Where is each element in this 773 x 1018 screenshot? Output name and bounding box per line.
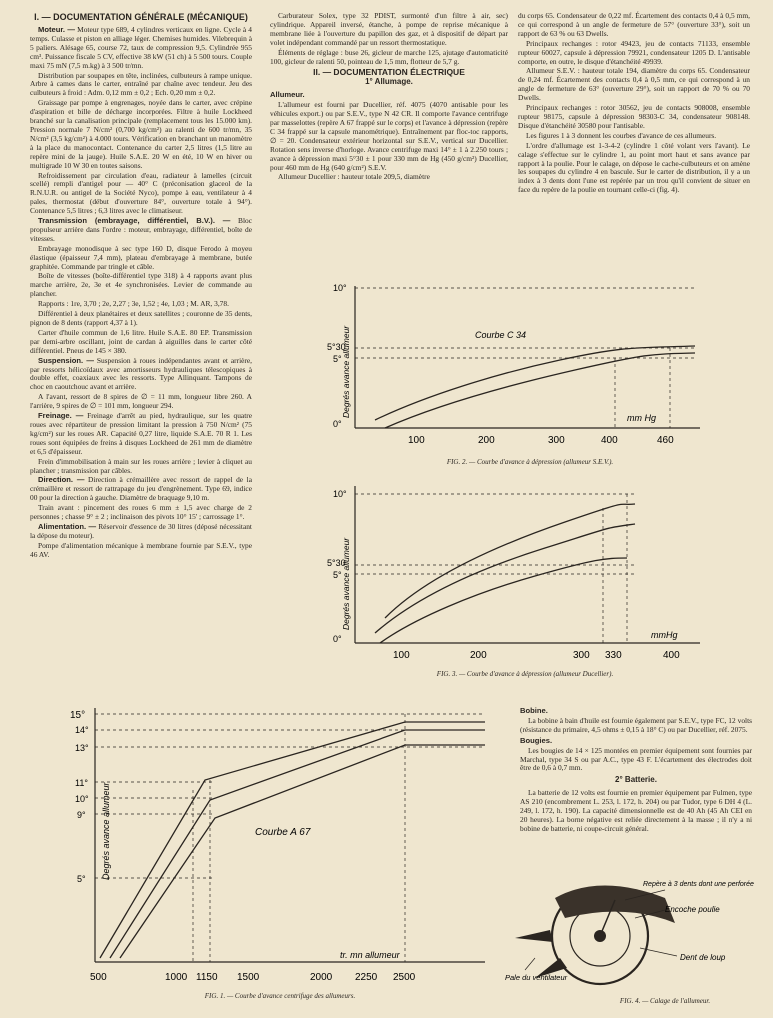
frein-immobilisation-text: Frein d'immobilisation à main sur les roues arrière ; levier à cliquet au plancher ; transmission par câbles. [30, 456, 252, 475]
moteur-label: Moteur. — [38, 25, 75, 34]
carter-text: Carter d'huile commun de 1,6 litre. Huile S.A.E. 80 EP. Transmission par demi-arbre oscillant, joint de cardan à aiguilles dans le carter côté différentiel. Pneus de 145 × 380. [30, 327, 252, 355]
fig2-xtick-200: 200 [478, 435, 495, 446]
figure-2-chart [305, 278, 710, 458]
pompe-text: Pompe d'alimentation mécanique à membrane fournie par S.E.V., type 46 AV. [30, 540, 252, 559]
batterie-text: La batterie de 12 volts est fournie en premier équipement par Fulmen, type AS 210 (encombrement L. 253, l. 172, h. 204) ou par Tudor, type 6 DH 4 (L. 249, l. 172, h. 190). La capacité dimensionnelle est de 40 Ah (45 Ah CEI en 20 heures). La borne négative est reliée directement à la masse ; il n'y a ni bobine de batterie, ni coupe-circuit général. [520, 788, 752, 833]
fig2-ytick-530: 5°30 [327, 342, 346, 352]
fig1-caption: FIG. 1. — Courbe d'avance centrifuge des allumeurs. [204, 992, 356, 1000]
fig1-curve-min [120, 745, 485, 958]
boite-text: Boîte de vitesses (boîte-différentiel type 318) à 4 rapports avant plus marche arrière, 2e, 3e et 4e synchronisées. Levier de commande au plancher. [30, 271, 252, 299]
col3-p2: Principaux rechanges : rotor 49423, jeu de contacts 71133, ensemble rupteur 60027, capsule à dépression 79921, condensateur 1205 D. L'antisable comporte, en outre, le disque d'étanchéité 49939. [518, 38, 750, 66]
rapports-text: Rapports : 1re, 3,70 ; 2e, 2,27 ; 3e, 1,52 ; 4e, 1,03 ; M. AR, 3,78. [38, 299, 229, 309]
transmission-text: Bloc propulseur arrière dans l'ordre : moteur, embrayage, différentiel, boîte de vitesses. [30, 216, 252, 243]
bougies-label: Bougies. [520, 735, 553, 745]
figure-4-diagram [505, 878, 755, 996]
fig1-ytick-10: 10° [75, 794, 89, 804]
fig3-curve-lower [380, 558, 627, 643]
transmission-label: Transmission (embrayage, différentiel, B.V.). — [38, 216, 231, 226]
fig1-curve-max [100, 722, 485, 958]
allumeur-label: Allumeur. [270, 90, 305, 100]
fig3-ytick-0: 0° [333, 634, 342, 644]
fig1-xtick-2500: 2500 [393, 972, 416, 983]
carburateur-text: Carburateur Solex, type 32 PDIST, surmonté d'un filtre à air, sec) cylindrique. Appareil inversé, étanche, à pompe de reprise mécanique à membrane liée à l'ouverture du papillon des gaz, et à dispositif de départ par volet indépendant commandé par un ressort thermostatique. [270, 11, 508, 47]
section-title-electrique: II. — DOCUMENTATION ÉLECTRIQUE [313, 67, 465, 78]
fig4-label-pale: Pale du ventilateur [505, 973, 568, 982]
figure-1-chart [65, 700, 510, 990]
allumage-title: 1° Allumage. [365, 77, 413, 87]
freinage-label: Freinage. — [38, 411, 84, 421]
fig1-ytick-14: 14° [75, 725, 89, 735]
col3-p1: du corps 65. Condensateur de 0,22 mf. Écartement des contacts 0,4 à 0,5 mm, ce qui correspond à un angle de fermeture de 57° (ouverture 33°), soit un rapport de 63 % ou 63 Dwells. [518, 11, 750, 38]
ressorts-text: A l'avant, ressort de 8 spires de ∅ = 11 mm, longueur libre 260. A l'arrière, 9 spires de ∅ = 101 mm, longueur 294. [30, 392, 252, 411]
fig3-ytick-5: 5° [333, 570, 342, 580]
graissage-text: Graissage par pompe à engrenages, noyée dans le carter, avec crépine d'aspiration et bille de décharge incorporées. Filtre à huile Lockheed branché sur la canalisation principale (remplacement tous les 15.000 km). Pression normale 7 N/cm² (0,700 kg/cm²) au ralenti de 600 tr/mn, 35 N/cm² (3,5 kg/cm²) à 4.000 tours. Vérification en branchant un manomètre à la place du manocontact. Contenance du carter 2,5 litres (1,5 litre au repère mini de la jauge). Huile S.A.E. 20 W en été, 10 W en hiver ou multigrade 10 W 30 en toutes saisons. [30, 98, 252, 170]
fig2-unit: mm Hg [627, 413, 656, 423]
fig3-xtick-200: 200 [470, 650, 487, 661]
fig2-caption: FIG. 2. — Courbe d'avance à dépression (allumeur S.E.V.). [446, 458, 614, 466]
fig4-caption: FIG. 4. — Calage de l'allumeur. [619, 997, 711, 1005]
column-bottom-right [520, 705, 752, 835]
col3-p3: Allumeur S.E.V. : hauteur totale 194, diamètre du corps 65. Condensateur de 0,24 mf. Écartement des contacts 0,4 à 0,5 mm, ce qui correspond à un angle de fermeture de 63° (ouverture 29°), soit un rapport de 70 % ou 70 Dwells. [518, 66, 750, 103]
fig3-curve-top [385, 504, 635, 618]
allumeur-text: L'allumeur est fourni par Ducellier, réf. 4075 (4070 antisable pour les véhicules export.) ou par S.E.V., type N 42 CR. Il comporte l'avance centrifuge par masselottes (repère A 67 frappé sur le corps) et l'avance à dépression (repère C 34 frappé sur la capsule manométrique). Entraînement par floc-toc rapports, ∅ = 20. Condensateur extérieur horizontal sur S.E.V., vertical sur Ducellier. Rotation sens inverse d'horloge. Avance centrifuge maxi 14° ± 1 à 2.250 tours ; avance à dépression maxi 5°30 ± 1 pour 330 mm de Hg (450 g/cm²) Ducellier, pour 460 mm de Hg (640 g/cm²) S.E.V. [270, 100, 508, 172]
col3-p4: Principaux rechanges : rotor 30562, jeu de contacts 908008, ensemble rupteur 98175, capsule à dépression 98303-C 34, condensateur 908148. Disque d'étanchéité 30580 pour l'antisable. [518, 103, 750, 130]
fig4-label-repere: Repère à 3 dents dont une perforée [643, 881, 754, 888]
fig3-ytick-530: 5°30 [327, 558, 346, 568]
direction-label: Direction. — [38, 475, 85, 485]
refroidissement-text: Refroidissement par circulation d'eau, radiateur à lamelles (circuit scellé) rempli d'antigel pour — 40° C (préconisation glaceol de la R.N.U.R. ou antigel de la Société Nyco), pompe à eau, ventilateur à 4 pales, thermostat (début d'ouverture 84°, ouverture totale à 94°). Contenance 5,5 litres ; 6,3 litres avec le climatiseur. [30, 170, 252, 216]
bobine-label: Bobine. [520, 706, 548, 715]
fig2-curve-label: Courbe C 34 [475, 330, 527, 340]
fig1-xtick-1500: 1500 [237, 972, 260, 983]
col3-p5: Les figures 1 à 3 donnent les courbes d'avance de ces allumeurs. [526, 130, 717, 140]
fig2-ylabel: Degrés avance allumeur [341, 325, 351, 418]
suspension-text: Suspension à roues indépendantes avant et arrière, par ressorts hélicoïdaux avec amortisseurs hydrauliques télescopiques à double effet, coaxiaux avec les ressorts. Type Allinquant. Tampons de choc en caoutchouc avant et arrière. [30, 355, 252, 392]
fig2-ytick-10: 10° [333, 283, 347, 293]
fig3-curve-upper [375, 524, 635, 633]
fig1-xtick-2250: 2250 [355, 972, 378, 983]
col3-p6: L'ordre d'allumage est 1-3-4-2 (cylindre 1 côté volant vers l'avant). Le calage s'effectue sur le cylindre 1, au point mort haut et sans avance par rapport à la poulie. Pour le calage, on dépose le cache-culbuteurs et on amène les soupapes du cylindre 4 en bascule. Sur le carter de distribution, il y a un index à 3 dents dont l'une est repérée par un trou qu'il convient de situer en face du repère de la poulie en tournant celle-ci (fig. 4). [518, 140, 750, 195]
alimentation-text: Réservoir d'essence de 30 litres (déposé nécessitant la dépose du moteur). [30, 521, 252, 540]
freinage-text: Freinage d'arrêt au pied, hydraulique, sur les quatre roues avec répartiteur de pression limitant la pression à 750 N/cm² (75 kg/cm²) sur les roues AR. Capacité 0,27 litre, liquide S.A.E. 70 R 1. Les roues sont équipées de freins à disques Lockheed de 261 mm de diamètre et 6,5 d'épaisseur. [30, 411, 252, 456]
fig4-fan-blade-1 [515, 930, 553, 942]
moteur-text: Moteur type 689, 4 cylindres verticaux en ligne. Cycle à 4 temps. Culasse et piston en alliage léger. Chemises humides. Vilebrequin à 5 paliers. Alésage 65, course 72, taux de compression 9,5. Cylindrée 955 cm³. Puissance fiscale 5 CV, effective 38 kW (51 ch) à 5 500 tours. Couple maxi 75 mN (7,5 m.kg) à 3 500 tr/mn. [30, 25, 252, 70]
figure-3-chart [305, 478, 710, 668]
alimentation-label: Alimentation. — [38, 521, 97, 531]
column-3 [518, 12, 750, 196]
fig3-unit: mmHg [651, 630, 678, 640]
fig3-xtick-300: 300 [573, 650, 590, 661]
fig3-ytick-10: 10° [333, 489, 347, 499]
fig1-ytick-13: 13° [75, 743, 89, 753]
fig4-label-encoche: Encoche poulie [665, 905, 720, 914]
fig2-ytick-0: 0° [333, 419, 342, 429]
fig1-xtick-2000: 2000 [310, 972, 333, 983]
fig2-ytick-5: 5° [333, 354, 342, 364]
fig1-xtick-1000: 1000 [165, 972, 188, 983]
direction-text: Direction à crémaillère avec ressort de rappel de la crémaillère et ressort de rattrapage du jeu d'engrènement. Type 69, indice 00 pour la direction à gauche. Diamètre de braquage 9,10 m. [30, 475, 252, 503]
fig2-curve-upper [375, 346, 695, 420]
fig4-leader-pale [525, 958, 535, 970]
fig1-ytick-11: 11° [75, 778, 88, 788]
fig3-ylabel: Degrés avance allumeur [341, 537, 351, 630]
embrayage-text: Embrayage monodisque à sec type 160 D, disque Ferodo à moyeu élastique (épaisseur 7,4 mm), plateau d'embrayage à membrane, butée graphitée. Commande par tringle et câble. [30, 243, 252, 271]
distribution-text: Distribution par soupapes en tête, inclinées, culbuteurs à rampe unique. Arbre à cames dans le carter, entraîné par chaîne avec tendeur. Jeu des culbuteurs à froid : Adm. 0,12 mm ± 0,2 ; Ech. 0,20 mm ± 0,2. [30, 70, 252, 98]
column-1 [30, 12, 252, 561]
fig1-ytick-15: 15° [70, 710, 86, 721]
fig3-caption: FIG. 3. — Courbe d'avance à dépression (allumeur Ducellier). [436, 670, 614, 678]
fig1-curve-nom [110, 730, 485, 958]
fig3-xtick-330: 330 [605, 650, 622, 661]
batterie-title: 2° Batterie. [615, 775, 657, 785]
fig1-unit: tr. mn allumeur [340, 950, 400, 960]
fig2-xtick-460: 460 [657, 435, 674, 446]
allumeur-ducellier-text: Allumeur Ducellier : hauteur totale 209,5, diamètre [278, 172, 430, 182]
fig1-xtick-500: 500 [90, 972, 107, 983]
fig4-timing-cover [555, 886, 675, 924]
fig4-label-dent: Dent de loup [680, 953, 726, 962]
train-avant-text: Train avant : pincement des roues 6 mm ± 1,5 avec charge de 2 personnes ; chasse 9° ± 2 ; inclinaison des pivots 10° 15' ; carrossage 1°. [30, 503, 252, 522]
column-2 [270, 12, 508, 183]
bobine-text: La bobine à bain d'huile est fournie également par S.E.V., type FC, 12 volts (résistance du primaire, 4,5 ohms ± 0,15 à 18° C) ou par Ducellier, réf. 2075. [520, 715, 752, 734]
fig3-xtick-100: 100 [393, 650, 410, 661]
fig2-xtick-300: 300 [548, 435, 565, 446]
fig1-ytick-5: 5° [77, 874, 86, 884]
elements-reglage-text: Éléments de réglage : buse 26, gicleur de marche 125, ajutage d'automaticité 100, gicleur de ralenti 50, pointeau de 1,5 mm, flotteur de 5,7 g. [270, 47, 508, 66]
suspension-label: Suspension. — [38, 355, 94, 365]
fig1-ytick-9: 9° [77, 810, 86, 820]
fig1-xtick-1150: 1150 [196, 972, 218, 983]
section-title-mecanique: I. — DOCUMENTATION GÉNÉRALE (MÉCANIQUE) [34, 12, 248, 22]
differentiel-text: Différentiel à deux planétaires et deux satellites ; couronne de 35 dents, pignon de 8 dents (rapport 4,37 à 1). [30, 309, 252, 327]
fig2-xtick-400: 400 [601, 435, 618, 446]
fig1-ylabel: Degrés avance allumeur [101, 782, 111, 880]
fig1-curve-label: Courbe A 67 [255, 827, 311, 838]
fig2-xtick-100: 100 [408, 435, 425, 446]
bougies-text: Les bougies de 14 × 125 montées en premier équipement sont fournies par Marchal, type 34 S ou par A.C., type 43 F. L'écartement des électrodes doit être de 0,6 à 0,7 mm. [520, 745, 752, 773]
fig3-xtick-400: 400 [663, 650, 680, 661]
